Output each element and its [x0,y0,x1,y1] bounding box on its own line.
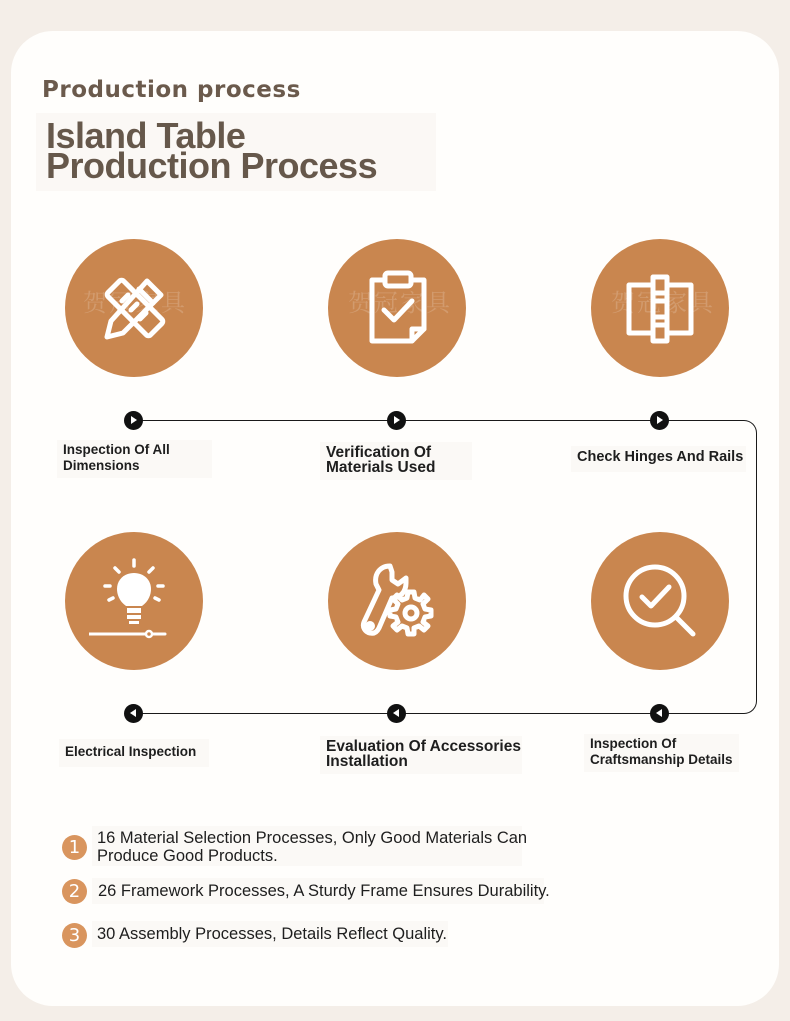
number-badge: 3 [62,923,87,948]
step-1-label-line-1: Inspection Of All [63,442,170,457]
step-4-label [590,736,733,768]
arrow-left-icon [650,704,669,723]
wrench-gear-icon [352,556,442,646]
watermark: 贺冠家具 [348,289,452,317]
step-4-label-line-1: Inspection Of [590,736,677,751]
step-6-label-line-1: Electrical Inspection [65,744,197,759]
step-6-circle [65,532,203,670]
section-eyebrow: Production process [42,77,301,103]
step-5-circle [328,532,466,670]
number-badge: 2 [62,879,87,904]
point-1-line-1: 16 Material Selection Processes, Only Good Materials Can [97,829,528,847]
page-title-line-2: Production Process [46,145,378,186]
step-1-label [63,442,170,474]
point-3-line-1: 30 Assembly Processes, Details Reflect Quality. [97,925,447,943]
step-6-label [65,744,196,760]
step-1-label-line-2: Dimensions [63,458,140,473]
arrow-left-icon [124,704,143,723]
step-4-circle [591,532,729,670]
step-2-circle [328,239,466,377]
step-2-label [326,446,435,475]
step-2-label-line-1: Verification Of [326,444,432,461]
point-1-line-2: Produce Good Products. [97,847,278,865]
arrow-right-icon [650,411,669,430]
point-3-text [97,925,447,943]
page-title-line-1: Island Table [46,115,246,156]
arrow-left-icon [387,704,406,723]
step-2-label-line-2: Materials Used [326,458,436,476]
watermark: 贺冠家具 [611,289,715,317]
step-3-circle [591,239,729,377]
point-1-text [97,829,527,865]
arrow-right-icon [124,411,143,430]
watermark: 贺冠家具 [83,289,187,317]
step-5-label-line-2: Installation [326,752,408,770]
step-4-label-line-2: Craftsmanship Details [590,752,733,767]
arrow-right-icon [387,411,406,430]
step-1-circle [65,239,203,377]
step-3-label-line-1: Check Hinges And Rails [577,449,744,465]
point-2-line-1: 26 Framework Processes, A Sturdy Frame Ensures Durability. [98,882,550,900]
point-2-text [98,882,550,900]
step-5-label [326,740,521,769]
step-5-label-line-1: Evaluation Of Accessories [326,738,521,755]
number-badge: 1 [62,835,87,860]
step-3-label [577,449,743,465]
magnifier-check-icon [615,556,705,646]
lightbulb-icon [89,556,179,646]
